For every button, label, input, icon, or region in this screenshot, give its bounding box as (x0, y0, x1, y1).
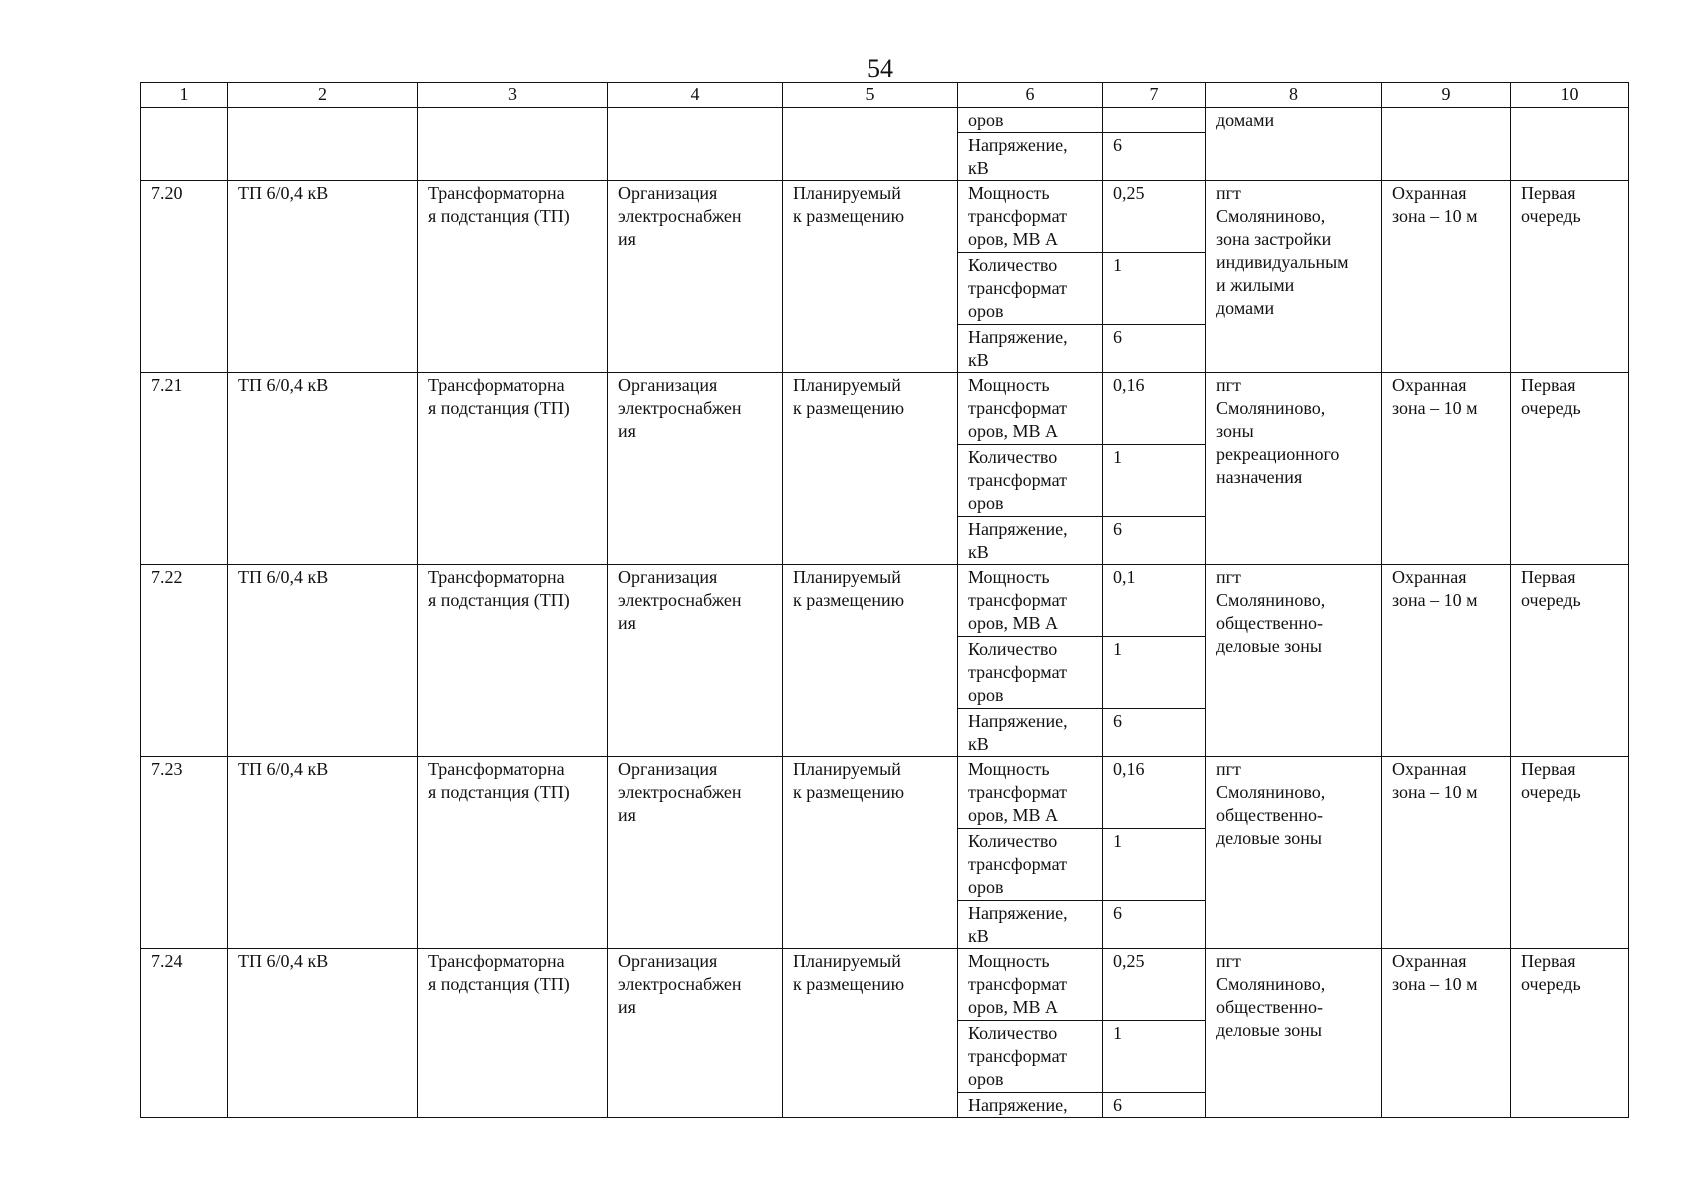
empty-cell (418, 108, 608, 181)
param-name: Мощность трансформат оров, МВ А (958, 949, 1103, 1021)
object-name-cell: ТП 6/0,4 кВ (228, 373, 418, 565)
empty-cell (608, 108, 783, 181)
location-cell: пгт Смоляниново, общественно- деловые зоны (1206, 949, 1382, 1118)
param-name: Количество трансформат оров (958, 445, 1103, 517)
protection-zone-cell: Охранная зона – 10 м (1382, 565, 1511, 757)
object-number-cell: 7.22 (141, 565, 228, 757)
stage-cell: Первая очередь (1511, 757, 1629, 949)
param-value (1103, 108, 1206, 133)
param-value: 0,16 (1103, 757, 1206, 829)
param-name: Напряжение, кВ (958, 709, 1103, 757)
object-purpose-cell: Организация электроснабжен ия (608, 757, 783, 949)
object-type-cell: Трансформаторна я подстанция (ТП) (418, 181, 608, 373)
param-value: 1 (1103, 637, 1206, 709)
object-name-cell: ТП 6/0,4 кВ (228, 181, 418, 373)
object-row (141, 181, 1629, 253)
location-cell: пгт Смоляниново, общественно- деловые зоны (1206, 565, 1382, 757)
param-name: Количество трансформат оров (958, 637, 1103, 709)
objects-table (140, 82, 1629, 1118)
param-value: 0,16 (1103, 373, 1206, 445)
empty-cell (141, 108, 228, 181)
param-value: 6 (1103, 1093, 1206, 1118)
stage-cell: Первая очередь (1511, 373, 1629, 565)
object-name-cell: ТП 6/0,4 кВ (228, 757, 418, 949)
empty-cell (1382, 108, 1511, 181)
column-number: 7 (1103, 83, 1206, 108)
continuation-row (141, 108, 1629, 133)
protection-zone-cell: Охранная зона – 10 м (1382, 757, 1511, 949)
empty-cell (228, 108, 418, 181)
object-purpose-cell: Организация электроснабжен ия (608, 373, 783, 565)
object-status-cell: Планируемый к размещению (783, 757, 958, 949)
param-value: 1 (1103, 253, 1206, 325)
param-name: Количество трансформат оров (958, 253, 1103, 325)
object-purpose-cell: Организация электроснабжен ия (608, 181, 783, 373)
object-row (141, 373, 1629, 445)
param-name: Мощность трансформат оров, МВ А (958, 565, 1103, 637)
location-cell: пгт Смоляниново, общественно- деловые зоны (1206, 757, 1382, 949)
param-value: 6 (1103, 709, 1206, 757)
param-value: 6 (1103, 133, 1206, 181)
param-name: оров (958, 108, 1103, 133)
column-number: 6 (958, 83, 1103, 108)
stage-cell: Первая очередь (1511, 565, 1629, 757)
object-status-cell: Планируемый к размещению (783, 373, 958, 565)
param-name: Напряжение, (958, 1093, 1103, 1118)
column-number-row (141, 83, 1629, 108)
param-name: Количество трансформат оров (958, 1021, 1103, 1093)
protection-zone-cell: Охранная зона – 10 м (1382, 181, 1511, 373)
object-type-cell: Трансформаторна я подстанция (ТП) (418, 565, 608, 757)
param-value: 0,1 (1103, 565, 1206, 637)
object-row (141, 757, 1629, 829)
empty-cell (1511, 108, 1629, 181)
column-number: 5 (783, 83, 958, 108)
param-name: Мощность трансформат оров, МВ А (958, 373, 1103, 445)
stage-cell: Первая очередь (1511, 949, 1629, 1118)
object-number-cell: 7.24 (141, 949, 228, 1118)
param-value: 0,25 (1103, 949, 1206, 1021)
param-value: 6 (1103, 517, 1206, 565)
object-purpose-cell: Организация электроснабжен ия (608, 565, 783, 757)
column-number: 9 (1382, 83, 1511, 108)
object-name-cell: ТП 6/0,4 кВ (228, 565, 418, 757)
object-status-cell: Планируемый к размещению (783, 565, 958, 757)
protection-zone-cell: Охранная зона – 10 м (1382, 949, 1511, 1118)
object-number-cell: 7.23 (141, 757, 228, 949)
object-type-cell: Трансформаторна я подстанция (ТП) (418, 373, 608, 565)
object-number-cell: 7.21 (141, 373, 228, 565)
stage-cell: Первая очередь (1511, 181, 1629, 373)
object-row (141, 565, 1629, 637)
object-name-cell: ТП 6/0,4 кВ (228, 949, 418, 1118)
empty-cell (783, 108, 958, 181)
param-name: Напряжение, кВ (958, 901, 1103, 949)
column-number: 10 (1511, 83, 1629, 108)
param-value: 6 (1103, 325, 1206, 373)
param-name: Мощность трансформат оров, МВ А (958, 757, 1103, 829)
object-status-cell: Планируемый к размещению (783, 181, 958, 373)
location-cell: пгт Смоляниново, зона застройки индивидуальным и жилыми домами (1206, 181, 1382, 373)
param-value: 1 (1103, 445, 1206, 517)
param-value: 1 (1103, 1021, 1206, 1093)
column-number: 2 (228, 83, 418, 108)
param-name: Напряжение, кВ (958, 517, 1103, 565)
protection-zone-cell: Охранная зона – 10 м (1382, 373, 1511, 565)
param-name: Количество трансформат оров (958, 829, 1103, 901)
param-name: Напряжение, кВ (958, 325, 1103, 373)
page-number: 54 (867, 54, 893, 83)
object-number-cell: 7.20 (141, 181, 228, 373)
object-row (141, 949, 1629, 1021)
column-number: 8 (1206, 83, 1382, 108)
object-type-cell: Трансформаторна я подстанция (ТП) (418, 949, 608, 1118)
column-number: 4 (608, 83, 783, 108)
param-name: Мощность трансформат оров, МВ А (958, 181, 1103, 253)
object-purpose-cell: Организация электроснабжен ия (608, 949, 783, 1118)
param-value: 1 (1103, 829, 1206, 901)
param-name: Напряжение, кВ (958, 133, 1103, 181)
location-cell: пгт Смоляниново, зоны рекреационного назначения (1206, 373, 1382, 565)
column-number: 3 (418, 83, 608, 108)
object-status-cell: Планируемый к размещению (783, 949, 958, 1118)
column-number: 1 (141, 83, 228, 108)
location-cell: домами (1206, 108, 1382, 181)
param-value: 0,25 (1103, 181, 1206, 253)
param-value: 6 (1103, 901, 1206, 949)
object-type-cell: Трансформаторна я подстанция (ТП) (418, 757, 608, 949)
